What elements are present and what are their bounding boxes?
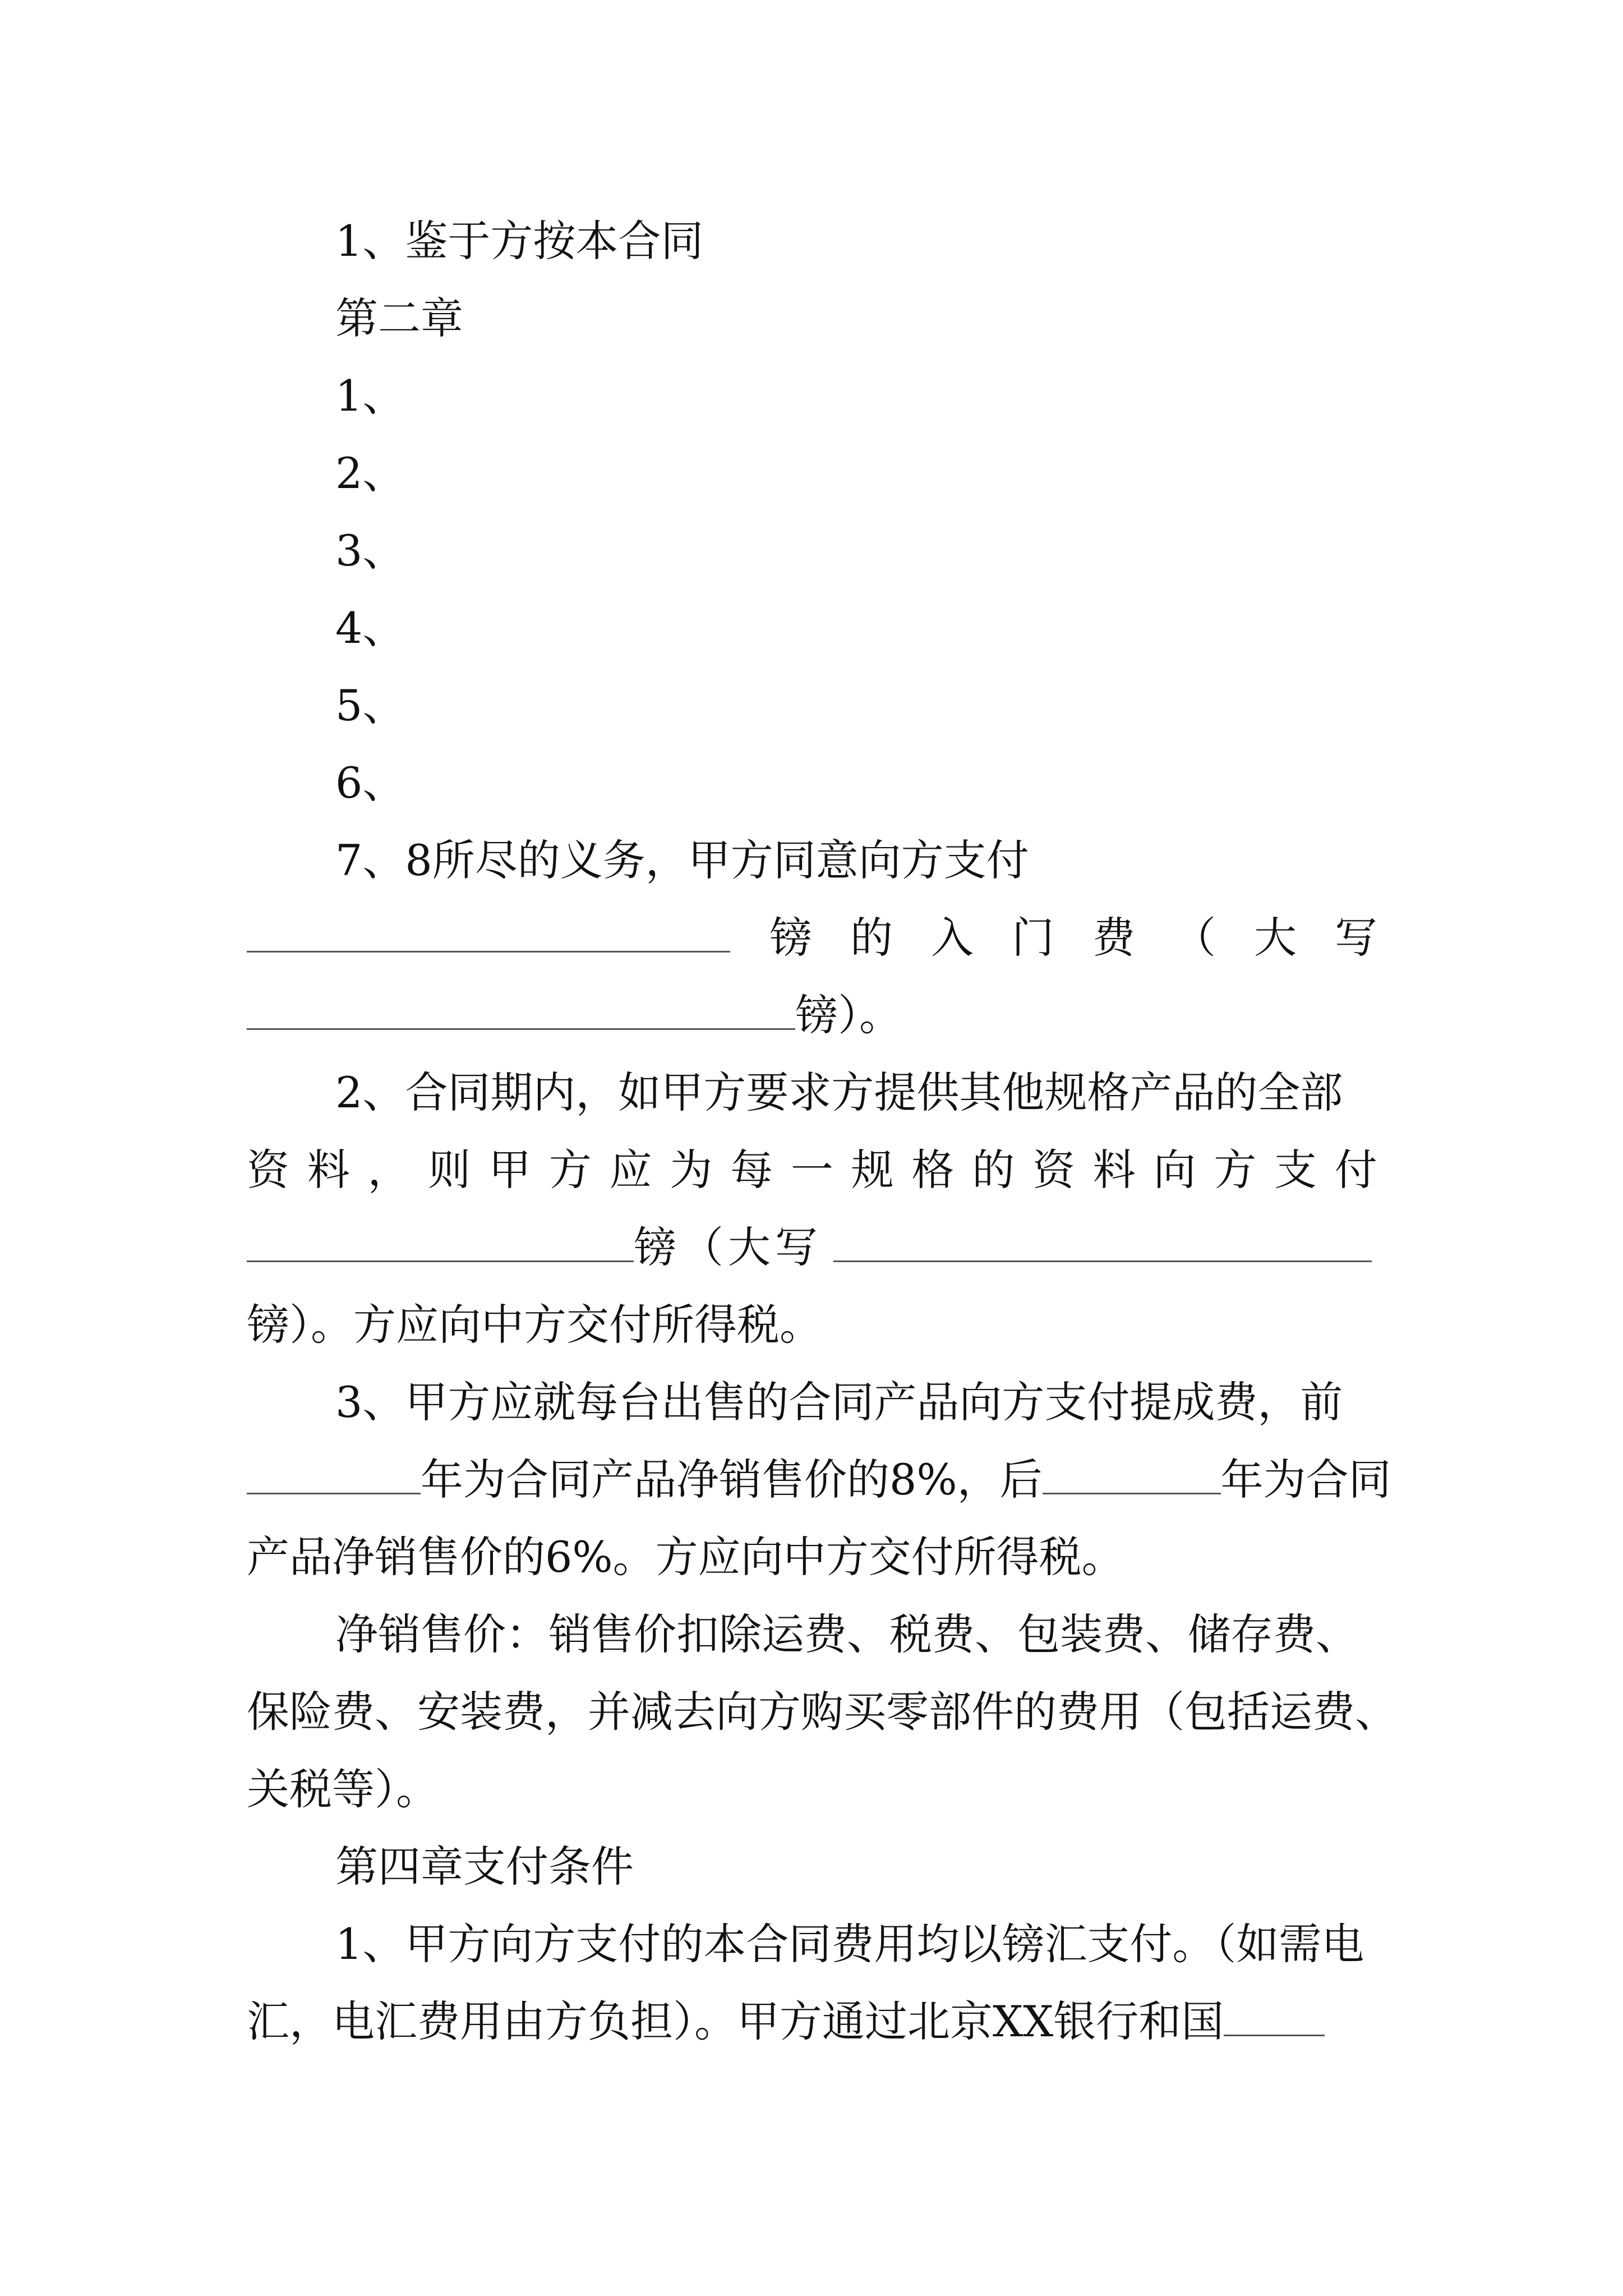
- clause-2-line: 2、合同期内，如甲方要求方提供其他规格产品的全部: [335, 1068, 1343, 1117]
- entry-fee-line: [247, 904, 1377, 972]
- clause-7-text: 7 、 8 所 尽 的 义 务 ， 甲 方 同 意 向 方 支 付: [335, 835, 1029, 885]
- item-number-3: 3、: [335, 526, 405, 576]
- bank-name-blank: [1224, 2001, 1325, 2036]
- chapter-4-heading: 第四章支付条件: [335, 1842, 634, 1892]
- clause-2-line-4: 镑）。方应向中方交付所得税。: [247, 1300, 822, 1350]
- material-fee-uppercase-blank: [833, 1227, 1372, 1262]
- material-fee-blank: [247, 1227, 634, 1262]
- payment-clause-1-line-2: [247, 1988, 1377, 2055]
- chapter-2-heading: 第二章: [335, 293, 463, 343]
- amount-blank: [247, 917, 730, 953]
- clause-3-text-2b: 年为合同: [1220, 1455, 1391, 1504]
- clause-2-line-2: [247, 1137, 1377, 1204]
- item-number-5: 5、: [335, 680, 405, 730]
- clause-2-amount-line: [247, 1214, 1377, 1281]
- clause-3-text-2a: 年为合同产品净销售价的8%，后: [421, 1455, 1043, 1504]
- item-number-4: 4、: [335, 603, 405, 653]
- item-number-2: 2、: [335, 448, 405, 498]
- entry-fee-uppercase-line: [247, 982, 1377, 1049]
- clause-3-line: 3、甲方应就每台出售的合同产品向方支付提成费，前: [335, 1377, 1343, 1427]
- entry-fee-end-text: 镑）。: [795, 990, 902, 1040]
- uppercase-amount-blank: [247, 995, 795, 1030]
- payment-clause-1: 1、甲方向方支付的本合同费用均以镑汇支付。（如需电: [335, 1919, 1364, 1969]
- clause-3-line-2: [247, 1446, 1391, 1513]
- item-number-1: 1、: [335, 371, 405, 421]
- material-fee-text: 镑（大写: [634, 1222, 822, 1272]
- years-after-blank: [1043, 1459, 1221, 1494]
- clause-line-1: 1、鉴于方按本合同: [335, 216, 704, 266]
- net-price-definition-3: 关税等）。: [247, 1764, 439, 1814]
- net-price-definition: 净销售价：销售价扣除运费、税费、包装费、储存费、: [335, 1609, 1358, 1659]
- payment-clause-1-text-2: 汇，电汇费用由方负担）。甲方通过北京XX银行和国: [247, 1996, 1224, 2046]
- clause-3-line-3: 产品净销售价的6%。方应向中方交付所得税。: [247, 1532, 1124, 1582]
- clause-2-text-2: 资 料 ， 则 甲 方 应 为 每 一 规 格 的 资 料 向 方 支 付: [247, 1145, 1377, 1195]
- net-price-definition-2: 保险费、安装费，并减去向方购买零部件的费用（包括运费、: [247, 1687, 1398, 1737]
- entry-fee-text: 镑 的 入 门 费 （ 大 写: [769, 913, 1377, 963]
- years-before-blank: [247, 1459, 421, 1494]
- clause-7-line: [335, 827, 1377, 894]
- item-number-6: 6、: [335, 758, 405, 808]
